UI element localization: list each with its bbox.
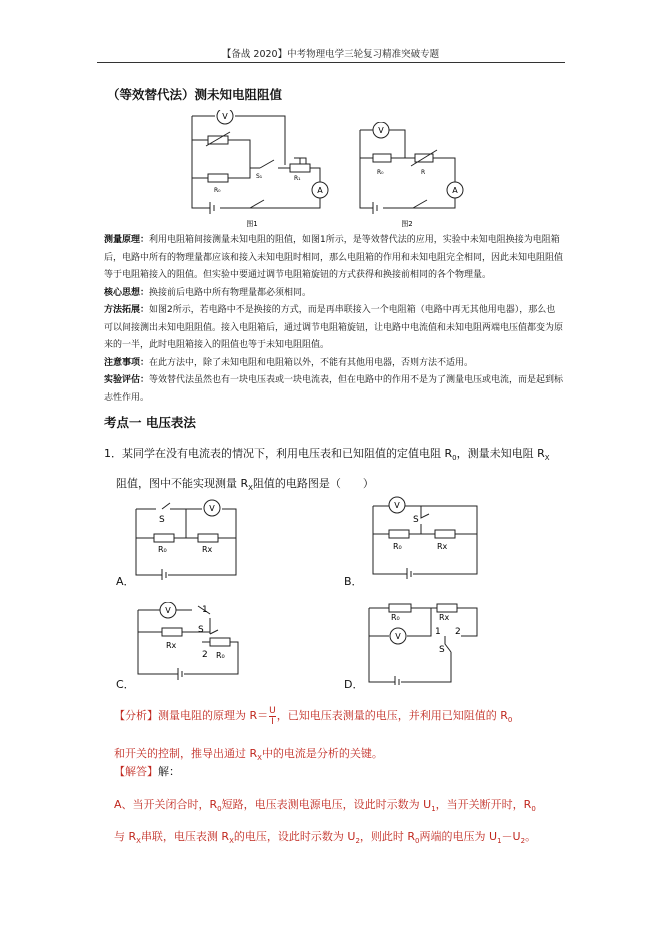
question-text-a: 某同学在没有电流表的情况下，利用电压表和已知阻值的定值电阻 R (122, 447, 453, 460)
notes-text: 在此方法中，除了未知电阻和电阻箱以外，不能有其他用电器，否则方法不适用。 (149, 357, 474, 368)
fig2-r0-label: R₀ (377, 169, 384, 176)
answer-line-1 (114, 791, 564, 823)
fig1-voltmeter-label: V (222, 112, 228, 121)
ans1-a: A、当开关闭合时，R (114, 798, 218, 811)
analysis-text-d: 中的电流是分析的关键。 (261, 747, 383, 761)
b-rx-label: Rx (437, 542, 448, 551)
c-terminal-1: 1 (202, 605, 208, 615)
b-voltmeter-label: V (394, 501, 400, 510)
ans1-sub0b: 0 (531, 805, 536, 814)
circuit-a (132, 495, 242, 580)
circuit-c (130, 602, 245, 682)
a-voltmeter-label: V (209, 504, 215, 513)
a-r0-label: R₀ (158, 545, 167, 554)
fig1-r1-label: R₁ (294, 175, 301, 182)
ans1-b: 短路，电压表测电源电压，设此时示数为 U (221, 798, 432, 811)
ana-sub-x: X (257, 754, 262, 763)
ans2-a: 与 R (114, 830, 137, 844)
answer-line-2 (114, 823, 564, 855)
ans1-sub1: 1 (431, 805, 436, 814)
sub-x: X (544, 454, 550, 463)
fig1-r0-label: R₀ (214, 187, 221, 194)
extension-paragraph (104, 302, 564, 355)
core-paragraph (104, 285, 564, 303)
fig2-ammeter-label: A (452, 186, 458, 195)
answer-heading (114, 758, 564, 785)
option-c-label: C． (116, 678, 135, 691)
c-terminal-2: 2 (202, 650, 208, 660)
option-d-label: D． (344, 678, 364, 691)
notes-paragraph (104, 355, 564, 373)
analysis-text-c: 和开关的控制，推导出通过 R (114, 747, 258, 761)
core-label: 核心思想： (104, 287, 150, 298)
d-terminal-1: 1 (435, 627, 441, 637)
fig2-voltmeter-label: V (378, 126, 384, 135)
ans2-c: 的电压，设此时示数为 U (233, 830, 356, 844)
notes-label: 注意事项： (104, 357, 150, 368)
answer-tag: 【解答】 (114, 765, 158, 778)
page-header: 【备战 2020】中考物理电学三轮复习精准突破专题 (221, 49, 440, 60)
ans2-sub0: 0 (415, 837, 420, 846)
a-rx-label: Rx (202, 545, 213, 554)
principle-label: 测量原理： (104, 235, 150, 245)
ans2-g: 。 (525, 830, 537, 844)
ans2-f: －U (501, 830, 521, 844)
analysis-text-b: ，已知电压表测量的电压，并利用已知阻值的 R (276, 709, 508, 722)
fig1-ammeter-label: A (317, 186, 323, 195)
fig1-s1-label: S₁ (256, 173, 263, 180)
c-voltmeter-label: V (165, 606, 171, 615)
fig2-r-label: R (421, 169, 426, 176)
fig2-caption: 图2 (401, 220, 413, 228)
evaluation-text: 等效替代法虽然也有一块电压表或一块电流表，但在电路中的作用不是为了测量电压或电流，而是起到标志性作用。 (104, 375, 564, 403)
ans2-b: 串联，电压表测 R (140, 830, 230, 844)
d-voltmeter-label: V (395, 632, 401, 641)
frac-denominator: I (271, 716, 274, 727)
ans2-subx2: X (229, 837, 234, 846)
extension-label: 方法拓展： (104, 305, 150, 315)
figure-1-circuit (190, 110, 330, 230)
c-r0-label: R₀ (216, 651, 225, 660)
c-rx-label: Rx (166, 641, 177, 650)
d-rx-label: Rx (439, 613, 450, 622)
b-r0-label: R₀ (393, 542, 402, 551)
extension-text: 如图2所示，若电路中不是换接的方式，而是再串联接入一个电阻箱（电路中再无其他用电器），那么也可以间接测出未知电阻阻值。接入电阻箱后，通过调节电阻箱旋钮，让电路中电流值和未知电阻两端电压值都变为原来的一半，此时电阻箱接入的阻值也等于未知电阻阻值。 (104, 305, 564, 350)
core-text: 换接前后电路中所有物理量都必须相同。 (149, 287, 312, 298)
sub-0: 0 (452, 454, 457, 463)
question-text-c: 阻值，图中不能实现测量 R (116, 477, 249, 491)
ans1-sub0: 0 (217, 805, 222, 814)
d-terminal-2: 2 (455, 627, 461, 637)
sub-x-2: X (248, 484, 253, 493)
option-a-label: A． (116, 575, 135, 588)
ans2-sub2b: 2 (520, 837, 526, 846)
ana-sub-0: 0 (507, 716, 513, 725)
question-text-b: ，测量未知电阻 R (456, 447, 545, 460)
circuit-b (367, 494, 487, 579)
c-switch-label: S (198, 625, 204, 635)
principle-paragraph (104, 232, 564, 285)
a-switch-label: S (159, 515, 165, 525)
evaluation-paragraph (104, 372, 564, 407)
ans2-e: 两端的电压为 U (419, 830, 498, 844)
figure-2-circuit (355, 122, 467, 230)
ans2-subx: X (136, 837, 141, 846)
principle-text: 利用电阻箱间接测量未知电阻的阻值，如图1所示，是等效替代法的应用，实验中未知电阻换接为电阻箱后，电路中所有的物理量都应该和接入未知电阻时相同，那么电阻箱的作用和未知电阻完全相同，因此未知电阻阻值等于电阻箱接入的阻值。但实验中要通过调节电阻箱旋钮的方式获得和换接前相同的各个物理量。 (104, 235, 564, 280)
ans2-sub2: 2 (355, 837, 360, 846)
evaluation-label: 实验评估： (104, 375, 150, 385)
d-switch-label: S (439, 645, 445, 655)
question-1 (104, 441, 564, 501)
frac-numerator: U (269, 705, 276, 716)
circuit-d (365, 600, 487, 685)
question-number: 1． (104, 447, 122, 460)
question-text-d: 阻值的电路图是（ ） (252, 477, 374, 491)
ans2-sub1: 1 (497, 837, 502, 846)
method-description (104, 232, 564, 407)
analysis-tag: 【分析】 (114, 709, 158, 722)
kaodian-heading: 考点一 电压表法 (104, 415, 196, 430)
option-b-label: B． (344, 575, 363, 588)
ans2-d: ，则此时 R (359, 830, 416, 844)
fig1-caption: 图1 (246, 220, 258, 228)
analysis-text-a: 测量电阻的原理为 R＝ (158, 709, 269, 722)
section-title: （等效替代法）测未知电阻阻值 (107, 87, 283, 102)
b-switch-label: S (413, 515, 419, 525)
analysis-line-1 (114, 702, 564, 734)
answer-suffix: 解： (158, 765, 180, 778)
header-divider (97, 62, 565, 63)
answer-block (114, 758, 564, 855)
ans1-c: ，当开关断开时，R (435, 798, 532, 811)
d-r0-label: R₀ (391, 613, 400, 622)
